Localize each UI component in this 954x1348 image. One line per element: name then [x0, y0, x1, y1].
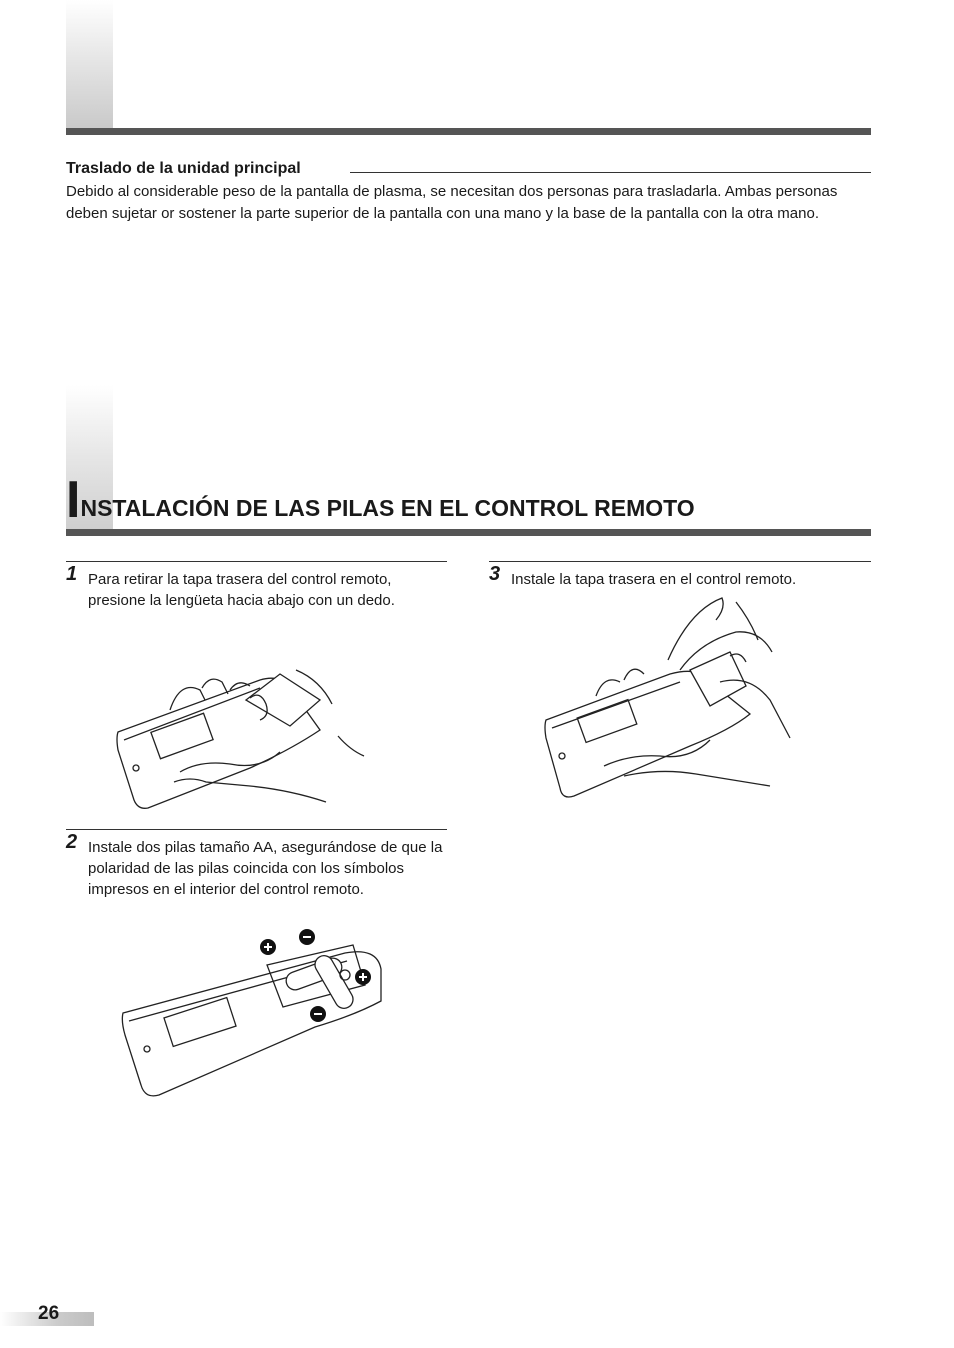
install-cover-illustration [540, 590, 800, 800]
batteries-title-rest: NSTALACIÓN DE LAS PILAS EN EL CONTROL REMOTO [80, 495, 695, 521]
polarity-minus-icon [299, 929, 315, 945]
step-3 [489, 563, 871, 590]
moving-body-text: Debido al considerable peso de la pantalla de plasma, se necesitan dos personas para trasladarla. Ambas personas deben sujetar or sostener la parte superior de la pantalla con una mano y la base de la pantalla con la otra mano. [66, 183, 838, 222]
step-1-rule [66, 561, 447, 562]
step-2-number: 2 [66, 831, 78, 853]
polarity-minus-icon [310, 1006, 326, 1022]
step-3-rule [489, 561, 871, 562]
subhead-rule [350, 172, 871, 173]
polarity-plus-icon [260, 939, 276, 955]
step-2-text: Instale dos pilas tamaño AA, asegurándose de que la polaridad de las pilas coincida con los símbolos impresos en el interior del control remoto. [88, 839, 443, 898]
step-1-text: Para retirar la tapa trasera del control remoto, presione la lengüeta hacia abajo con un dedo. [88, 571, 395, 609]
step-1 [66, 563, 448, 611]
page-number-tab [0, 1303, 94, 1326]
moving-subtitle: Traslado de la unidad principal [66, 159, 307, 179]
remove-cover-illustration [110, 660, 370, 810]
header-rule-top [66, 128, 871, 135]
batteries-title [66, 471, 695, 529]
step-2 [66, 831, 448, 900]
batteries-title-initial: I [66, 471, 79, 529]
step-3-number: 3 [489, 563, 501, 585]
polarity-plus-icon [355, 969, 371, 985]
header-rule-batteries [66, 529, 871, 536]
step-3-text: Instale la tapa trasera en el control remoto. [511, 571, 797, 588]
header-gradient-block-top [66, 0, 113, 129]
insert-batteries-illustration [115, 925, 390, 1100]
step-2-rule [66, 829, 447, 830]
step-1-number: 1 [66, 563, 78, 585]
page-number: 26 [38, 1303, 60, 1324]
